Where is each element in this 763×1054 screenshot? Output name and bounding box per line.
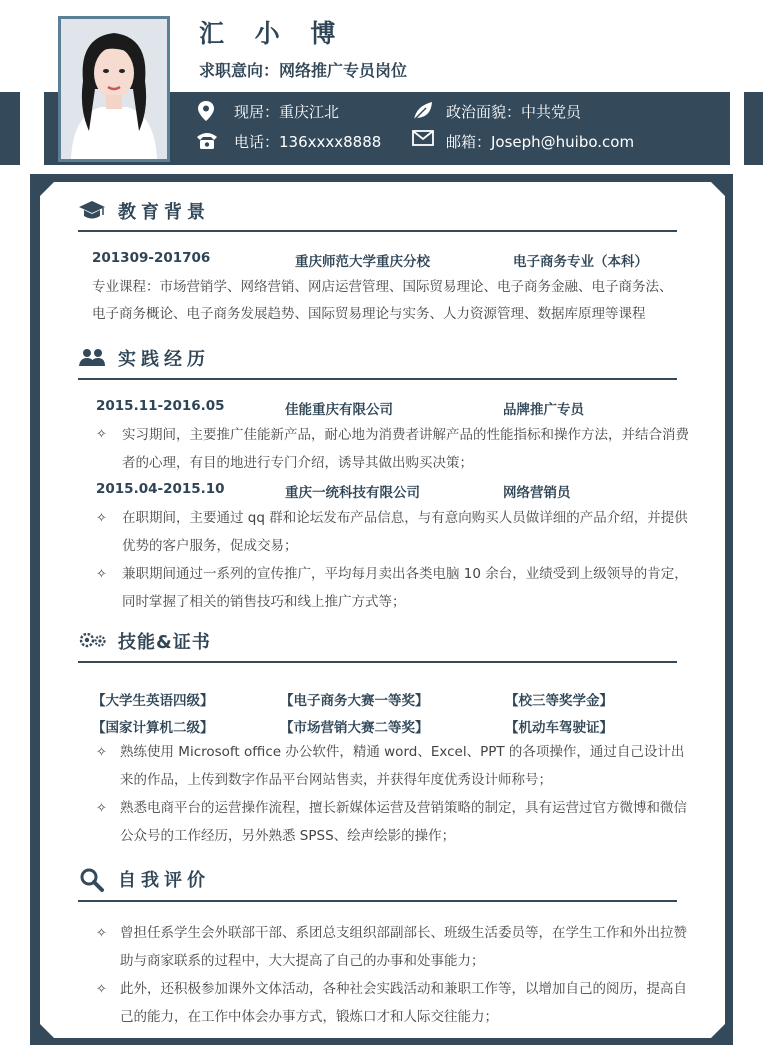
residence-info [196, 100, 339, 122]
telephone-icon [196, 130, 220, 152]
evaluation-divider [78, 900, 677, 902]
political-info [412, 100, 581, 122]
education-courses-line1: 专业课程：市场营销学、网络营销、网店运营管理、国际贸易理论、电子商务金融、电子商务法、 [92, 279, 673, 295]
phone-text: 电话：136xxxx8888 [234, 132, 382, 151]
skills-title: 技能&证书 [118, 632, 211, 653]
cert-cet4: 【大学生英语四级】 [92, 693, 214, 709]
education-heading [78, 198, 210, 224]
job1-role: 品牌推广专员 [503, 402, 584, 418]
bullet-icon: ✧ [96, 801, 107, 816]
education-school: 重庆师范大学重庆分校 [295, 254, 430, 270]
gears-icon [78, 629, 108, 653]
candidate-name: 汇 小 博 [199, 19, 347, 48]
practice-title: 实践经历 [118, 349, 210, 370]
cert-ecommerce-award: 【电子商务大赛一等奖】 [280, 693, 429, 709]
education-courses-line2: 电子商务概论、电子商务发展趋势、国际贸易理论与实务、人力资源管理、数据库原理等课程 [92, 306, 646, 322]
location-pin-icon [196, 100, 220, 122]
evaluation-bullet1: 曾担任系学生会外联部干部、系团总支组织部副部长、班级生活委员等，在学生工作和外出拉赞助与商家联系的过程中，大大提高了自己的办事和处事能力； [120, 925, 687, 969]
skills-divider [78, 661, 677, 663]
practice-divider [78, 378, 677, 380]
evaluation-heading [78, 866, 210, 892]
job1-bullet1: 实习期间，主要推广佳能新产品，耐心地为消费者讲解产品的性能指标和操作方法，并结合消费者的心理，有目的地进行专门介绍，诱导其做出购买决策； [122, 427, 689, 471]
skills-heading [78, 628, 211, 654]
practice-heading [78, 345, 210, 371]
skill-bullet2: 熟悉电商平台的运营操作流程，擅长新媒体运营及营销策略的制定，具有运营过官方微博和微信公众号的工作经历，另外熟悉 SPSS、绘声绘影的操作； [120, 800, 687, 844]
evaluation-bullet2: 此外，还积极参加课外文体活动，各种社会实践活动和兼职工作等，以增加自己的阅历，提高自己的能力，在工作中体会办事方式，锻炼口才和人际交往能力； [120, 981, 687, 1025]
cert-scholarship: 【校三等奖学金】 [505, 693, 613, 709]
cert-marketing-award: 【市场营销大赛二等奖】 [280, 720, 429, 736]
education-major: 电子商务专业（本科） [513, 254, 648, 270]
cert-driver-license: 【机动车驾驶证】 [505, 720, 613, 736]
education-divider [78, 230, 677, 232]
education-title: 教育背景 [118, 202, 210, 223]
people-icon [78, 346, 108, 370]
residence-text: 现居：重庆江北 [234, 102, 340, 121]
profile-photo [58, 16, 170, 162]
evaluation-title: 自我评价 [118, 870, 210, 891]
bullet-icon: ✧ [96, 926, 107, 941]
bullet-icon: ✧ [96, 511, 107, 526]
search-icon [78, 867, 108, 891]
bullet-icon: ✧ [96, 745, 107, 760]
bullet-icon: ✧ [96, 982, 107, 997]
phone-info [196, 130, 381, 152]
envelope-icon [412, 130, 436, 152]
job2-bullet1: 在职期间，主要通过 qq 群和论坛发布产品信息，与有意向购买人员做详细的产品介绍，并提供优势的客户服务，促成交易； [122, 510, 688, 554]
job2-role: 网络营销员 [503, 485, 571, 501]
political-text: 政治面貌：中共党员 [446, 102, 582, 121]
graduation-cap-icon [78, 199, 108, 223]
bullet-icon: ✧ [96, 567, 107, 582]
job2-period: 2015.04-2015.10 [96, 481, 225, 497]
job1-company: 佳能重庆有限公司 [285, 402, 393, 418]
job2-bullet2: 兼职期间通过一系列的宣传推广，平均每月卖出各类电脑 10 余台，业绩受到上级领导的肯定，同时掌握了相关的销售技巧和线上推广方式等； [122, 566, 688, 610]
job1-period: 2015.11-2016.05 [96, 398, 225, 414]
education-period: 201309-201706 [92, 250, 211, 266]
leaf-icon [412, 100, 436, 122]
email-info [412, 130, 634, 152]
email-text: 邮箱：Joseph@huibo.com [446, 132, 635, 151]
cert-computer: 【国家计算机二级】 [92, 720, 214, 736]
job2-company: 重庆一统科技有限公司 [285, 485, 420, 501]
bullet-icon: ✧ [96, 427, 107, 442]
job-intent: 求职意向：网络推广专员岗位 [199, 61, 408, 80]
skill-bullet1: 熟练使用 Microsoft office 办公软件，精通 word、Excel、PPT 的各项操作，通过自己设计出来的作品，上传到数字作品平台网站售卖，并获得年度优秀设计师称号； [120, 744, 685, 788]
